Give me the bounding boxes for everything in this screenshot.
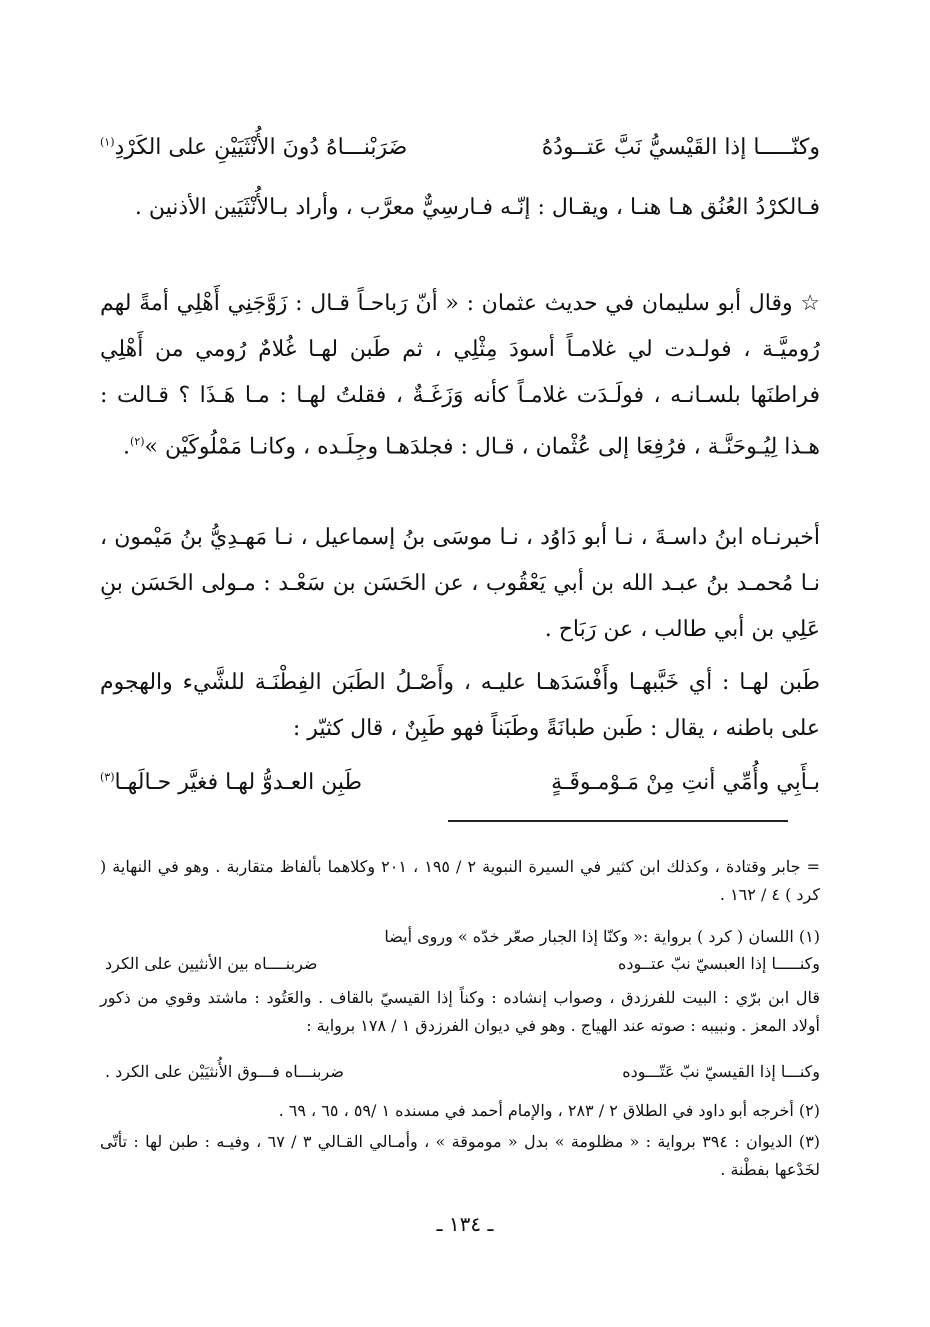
verse-1-second-hemistich: ضَرَبْنـــاهُ دُونَ الأُنْثَيَيْنِ على الكَرْدِ$^{(١)}$ [100,135,408,160]
paragraph-2: ☆ وقال أبو سليمان في حديث عثمان : « أنّ رَباحـاً قـال : زَوَّجَنِي أَهْلِي أمةً لهم رُوميَّـة ، فولـدت لي غلامـاً أسودَ مِثْلِي ، ثم طَبن لهـا غُلامٌ رُومي من أَهْلِي فراطنَها بلسـانـه ، فولَـدَت غلامـاً كأنه وَزَغَـةٌ ، فقلتُ لهـا : مـا هَـذَا ؟ قـالت : هـذا لِيُـوحَنَّـة ، فرُفِعَا إلى عُثْمان ، قـال : فجلدَهـا وجِلَـده ، وكانـا مَمْلُوكَيْن »$^{(٢)}$. [100,291,820,460]
paragraph-4: طَبن لهـا : أي خَبَّبهـا وأَفْسَدَهـا عليـه ، وأَصْـلُ الطَبَن الفِطْنَـة للشَّيء والهجوم على باطنه ، يقال : طَبن طبانَةً وطَبَناً فهو طَبِنٌ ، قال كثيّر : [100,670,820,741]
footnote-1-verse-1-first: وكنـــــا إذا العبسيّ نبّ عتــوده [617,954,820,973]
footnote-divider [448,820,788,822]
paragraph-3: أخبرنـاه ابنُ داسـةَ ، نـا أبو دَاوُد ، نـا موسَى بنُ إسماعيل ، نـا مَهـدِيُّ بنُ مَيْمون ، نـا مُحمـد بنُ عبـد الله بن أبي يَعْقُوب ، عن الحَسَن بن سَعْـد : مـولى الحَسَن بنِ عَلِي بن أبي طالب ، عن رَبَاح . [100,525,820,642]
verse-line-2 [100,770,820,795]
verse-2-second-hemistich: طَبِن العـدوُّ لهـا فغيَّر حـالَهـا$^{(٣)}$ [100,770,363,795]
footnote-1-verse-2-first: وكنـــا إذا القيسيّ نبّ عَتّـــوده [622,1062,820,1081]
paragraph-1: فـالكرْدُ العُنُق هـا هنـا ، ويقـال : إنّـه فـارسِيٌّ معرَّب ، وأراد بـالأُنْثَيَين الأذنين . [134,195,820,220]
verse-line-1 [100,135,820,160]
footnote-1-verse-2-second: ضربنـــاه فـــوق الأُنثيَيْن على الكرد . [105,1062,344,1081]
footnote-1-text: قال ابن برّي : البيت للفرزدق ، وصواب إنشاده : وكناً إذا القيسيّ بالقاف . والعَتُود : ماشتد وقوي من ذكور أولاد المعز . ونبيبه : صوته عند الهياج . وهو في ديوان الفرزدق ١ / ١٧٨ برواية : [100,988,820,1035]
page-number: ـ ١٣٤ ـ [436,1212,494,1236]
footnote-continuation: = جابر وقتادة ، وكذلك ابن كثير في السيرة النبوية ٢ / ١٩٥ ، ٢٠١ وكلاهما بألفاظ متقاربة . وهو في النهاية ( كرد ) ٤ / ١٦٢ . [100,857,821,904]
footnote-2: (٢) أخرجه أبو داود في الطلاق ٢ / ٢٨٣ ، والإمام أحمد في مسنده ١ /٥٩ ، ٦٥ ، ٦٩ . [278,1101,820,1120]
verse-2-first-hemistich: بـأَبِي وأُمِّي أنتِ مِنْ مَـوْمـوقَـةٍ [551,770,820,795]
footnote-3: (٣) الديوان : ٣٩٤ برواية : « مظلومة » بدل « موموقة » ، وأمـالي القـالي ٣ / ٦٧ ، وفيـه : طبن لها : تأتّى لخَدْعها بفطْنة . [100,1132,821,1179]
footnote-1-intro: (١) اللسان ( كرد ) برواية :« وكنّا إذا الجبار صعّر خدّه » وروى أيضا [384,927,820,946]
footnote-ref-2: (٢) [130,435,145,448]
footnote-1-verse-1-second: ضربنــــاه بين الأنثيين على الكرد [105,954,318,973]
verse-1-first-hemistich: وكنّـــــا إذا القَيْسيُّ نَبَّ عَتــودُهُ [541,135,820,160]
footnote-ref-1: (١) [100,135,115,149]
footnote-1-verse-2 [105,1062,820,1081]
footnote-ref-3: (٣) [100,770,115,784]
footnote-1-verse-1 [105,954,820,973]
